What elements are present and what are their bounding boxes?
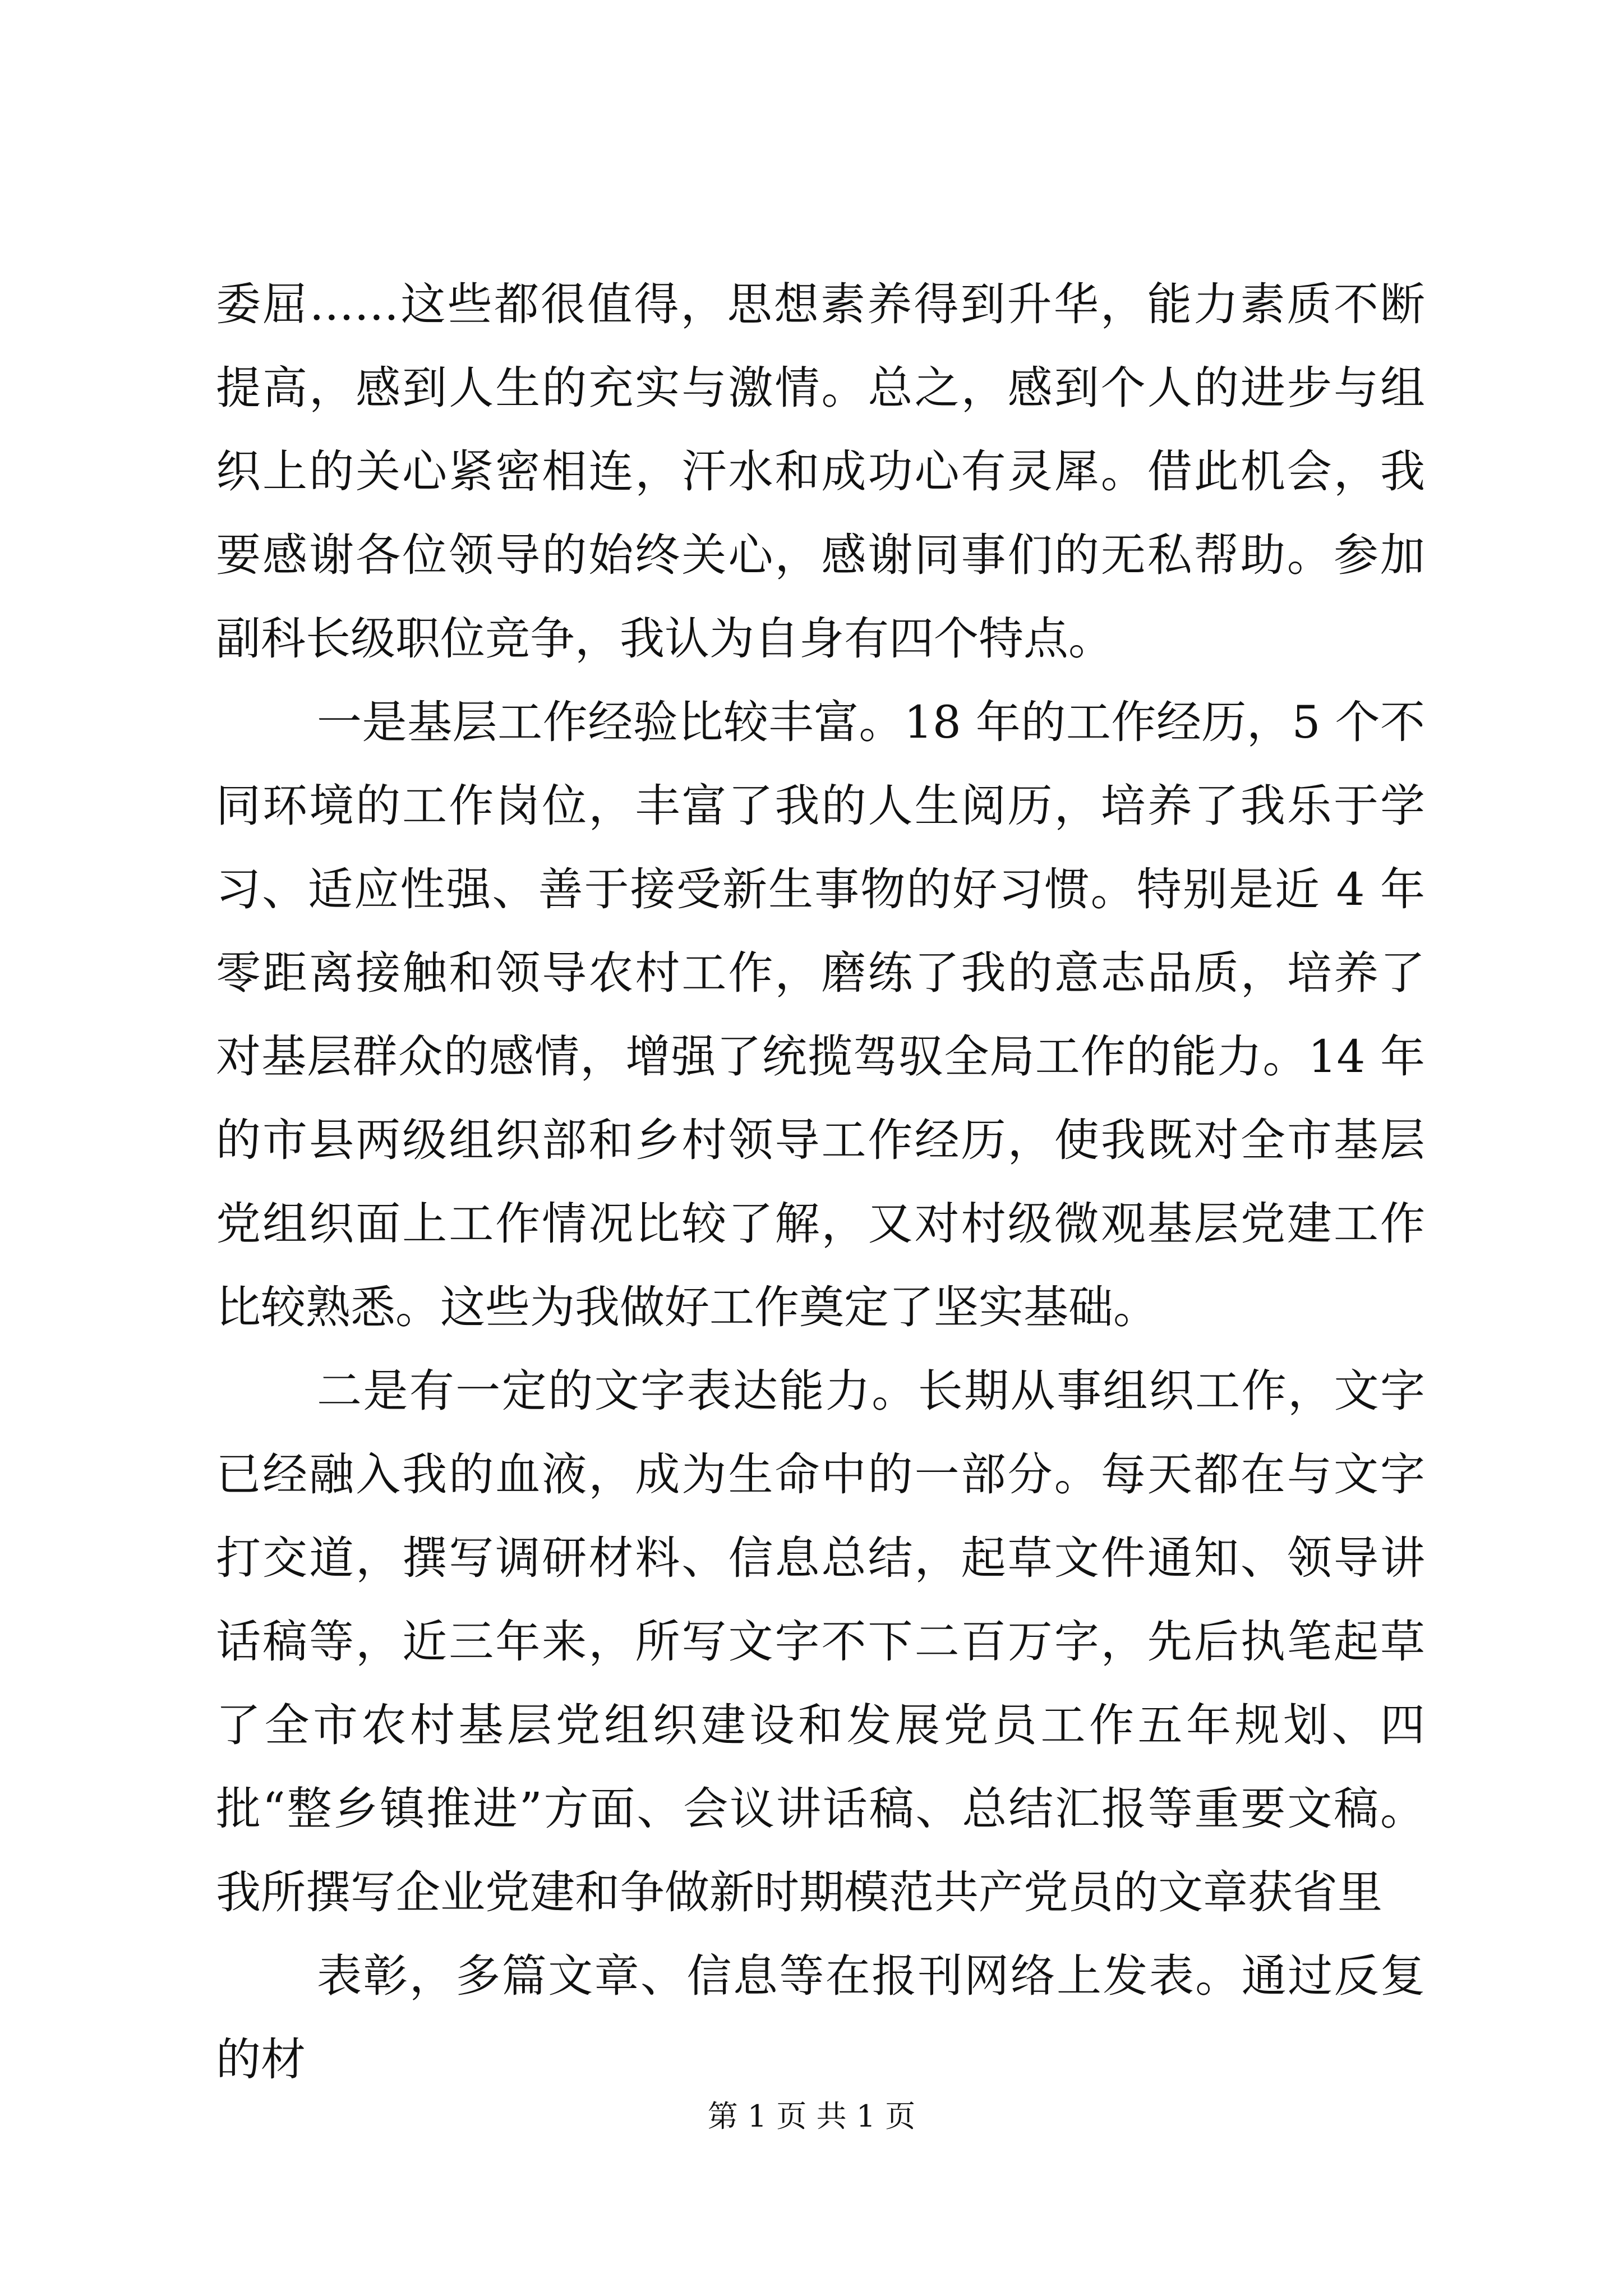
page-number-label: 第 1 页 共 1 页 <box>707 2099 916 2134</box>
page-footer <box>0 2097 1623 2136</box>
paragraph-4: 表彰，多篇文章、信息等在报刊网络上发表。通过反复的材 <box>216 1950 1425 2086</box>
paragraph-3: 二是有一定的文字表达能力。长期从事组织工作，文字已经融入我的血液，成为生命中的一部分。每天都在与文字打交道，撰写调研材料、信息总结，起草文件通知、领导讲话稿等，近三年来，所写文字不下二百万字，先后执笔起草了全市农村基层党组织建设和发展党员工作五年规划、四批“整乡镇推进”方面、会议讲话稿、总结汇报等重要文稿。我所撰写企业党建和争做新时期模范共产党员的文章获省里 <box>216 1365 1425 1918</box>
paragraph-2: 一是基层工作经验比较丰富。18 年的工作经历，5 个不同环境的工作岗位，丰富了我的人生阅历，培养了我乐于学习、适应性强、善于接受新生事物的好习惯。特别是近 4 年零距离接触和领导农村工作，磨练了我的意志品质，培养了对基层群众的感情，增强了统揽驾驭全局工作的能力。14 年的市县两级组织部和乡村领导工作经历，使我既对全市基层党组织面上工作情况比较了解，又对村级微观基层党建工作比较熟悉。这些为我做好工作奠定了坚实基础。 <box>216 696 1425 1333</box>
body-text <box>216 263 1425 2101</box>
paragraph-1: 委屈……这些都很值得，思想素养得到升华，能力素质不断提高，感到人生的充实与激情。总之，感到个人的进步与组织上的关心紧密相连，汗水和成功心有灵犀。借此机会，我要感谢各位领导的始终关心，感谢同事们的无私帮助。参加副科长级职位竞争，我认为自身有四个特点。 <box>216 278 1425 665</box>
